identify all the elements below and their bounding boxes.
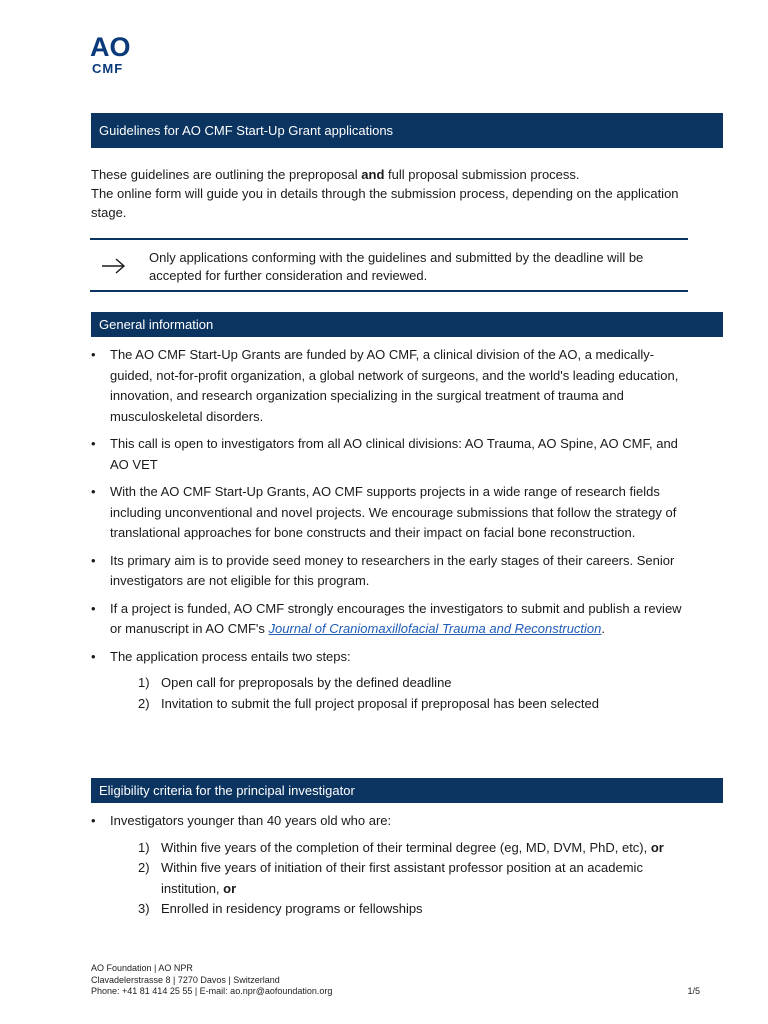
- list-item: [91, 647, 691, 715]
- step-number: 2): [138, 695, 150, 711]
- document-title-bar: [91, 113, 723, 148]
- criteria-text: Enrolled in residency programs or fellowships: [161, 901, 423, 916]
- eligibility-heading: Eligibility criteria for the principal investigator: [99, 783, 355, 798]
- criteria-text: Within five years of the completion of their terminal degree (eg, MD, DVM, PhD, etc),: [161, 839, 651, 855]
- b5-text: If a project is funded, AO CMF strongly encourages the investigators to submit and publish a review or manuscript in AO CMF's: [110, 600, 682, 636]
- list-item: • Its primary aim is to provide seed money to researchers in the early stages of their careers. Senior investigators are not eligible for this program.: [91, 551, 691, 592]
- ao-cmf-logo: [90, 34, 131, 75]
- intro-text: These guidelines are outlining the preproposal: [91, 167, 362, 182]
- logo-cmf: CMF: [92, 61, 124, 76]
- list-item: [91, 599, 691, 640]
- general-heading: General information: [99, 317, 214, 332]
- footer-contact: Phone: +41 81 414 25 55 | E-mail: ao.npr@aofoundation.org: [91, 986, 333, 996]
- list-item: • With the AO CMF Start-Up Grants, AO CMF supports projects in a wide range of research fields including unconventional and novel projects. We encourage submissions that follow the strategy of translational approaches for bone constructs and their impact on facial bone reconstruction.: [91, 482, 691, 544]
- journal-link[interactable]: Journal of Craniomaxillofacial Trauma and Reconstruction: [268, 621, 602, 636]
- notice-text: Only applications conforming with the guidelines and submitted by the deadline will be accepted for further consideration and reviewed.: [149, 250, 644, 283]
- footer: [91, 963, 332, 998]
- document-title: Guidelines for AO CMF Start-Up Grant applications: [99, 123, 394, 138]
- steps-intro: The application process entails two steps:: [110, 648, 351, 664]
- step-text: Invitation to submit the full project proposal if preproposal has been selected: [161, 695, 599, 711]
- list-item: • The AO CMF Start-Up Grants are funded by AO CMF, a clinical division of the AO, a medically-guided, not-for-profit organization, a global network of surgeons, and the world's leading education, innovation, and research organization specializing in the surgical treatment of trauma and musculoskeletal disorders.: [91, 345, 691, 427]
- section-heading-general: [91, 312, 723, 337]
- step-number: 1): [138, 675, 150, 690]
- arrow-right-icon: [100, 257, 128, 275]
- footer-org: AO Foundation | AO NPR: [91, 963, 193, 973]
- intro-paragraph: [91, 165, 691, 222]
- footer-address: Clavadelerstrasse 8 | 7270 Davos | Switzerland: [91, 974, 280, 985]
- eligibility-intro: Investigators younger than 40 years old who are:: [110, 813, 392, 828]
- step-item: [110, 694, 691, 715]
- criteria-number: 1): [138, 839, 150, 855]
- b5-end: .: [601, 621, 606, 636]
- criteria-text: Within five years of initiation of their first assistant professor position at an academic institution,: [161, 860, 643, 896]
- logo-ao: AO: [90, 32, 131, 62]
- criteria-or: or: [650, 839, 664, 855]
- criteria-item: [110, 838, 691, 859]
- list-item: • This call is open to investigators from all AO clinical divisions: AO Trauma, AO Spine, AO CMF, and AO VET: [91, 434, 691, 475]
- intro-line-2: The online form will guide you in details through the submission process, depending on the application stage.: [91, 186, 679, 220]
- section-heading-eligibility: [91, 778, 723, 803]
- step-item: [110, 673, 691, 694]
- criteria-number: 3): [138, 901, 150, 916]
- general-info-list: [91, 345, 691, 721]
- criteria-or: or: [223, 880, 237, 896]
- criteria-number: 2): [138, 860, 150, 875]
- eligibility-list: [91, 811, 691, 920]
- list-item: [91, 811, 691, 920]
- intro-text-end: full proposal submission process.: [384, 167, 580, 182]
- intro-line-1: [91, 165, 691, 184]
- steps-list: [110, 673, 691, 714]
- intro-bold: and: [361, 167, 385, 182]
- eligibility-criteria: [110, 838, 691, 920]
- step-text: Open call for preproposals by the defined deadline: [161, 675, 452, 690]
- notice-box: [90, 238, 688, 292]
- criteria-item: [110, 899, 691, 920]
- page-number: 1/5: [687, 986, 700, 996]
- criteria-item: [110, 858, 691, 899]
